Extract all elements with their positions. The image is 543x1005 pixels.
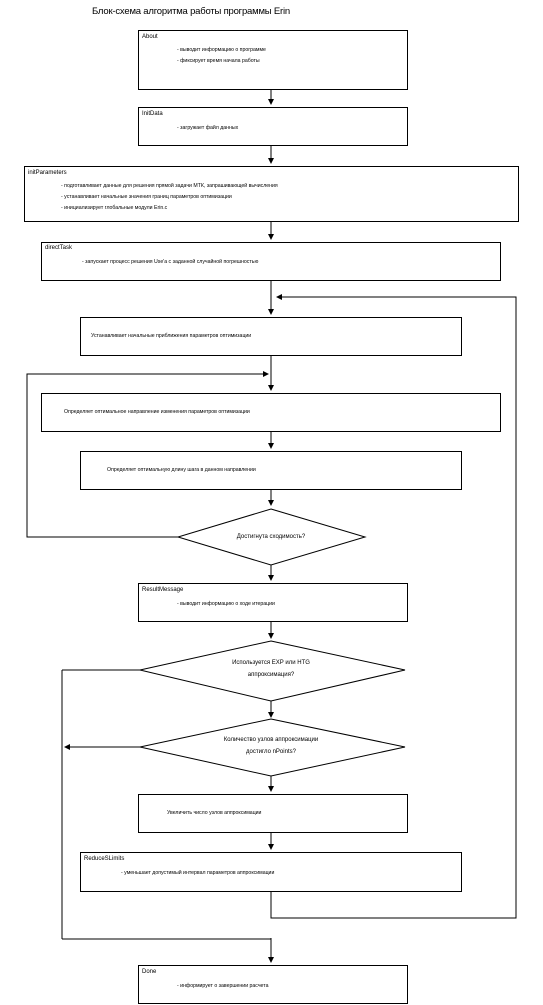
- block-reducelimits-line-1: - уменьшает допустимый интервал параметров аппроксимации: [121, 870, 275, 876]
- block-initparameters-name: initParameters: [28, 170, 67, 176]
- block-directtask-name: directTask: [45, 245, 73, 251]
- decision-converged-label: Достигнута сходимость?: [236, 534, 306, 540]
- block-set-initial-text: Устанавливает начальные приближения параметров оптимизации: [91, 333, 252, 339]
- block-reducelimits-name: ReduceSLimits: [84, 856, 125, 862]
- block-initparameters-line-2: - устанавливает начальные значения границ параметров оптимизации: [61, 194, 232, 200]
- block-reducelimits: [80, 852, 462, 892]
- block-find-step: [80, 451, 462, 490]
- block-about-line-2: - фиксирует время начала работы: [177, 58, 260, 64]
- diagram-title: Блок-схема алгоритма работы программы Erin: [92, 6, 290, 17]
- decision-use-approx-line-1: Используется EXP или HTG: [232, 660, 310, 666]
- block-about-name: About: [142, 34, 158, 40]
- block-initdata-name: InitData: [142, 111, 163, 117]
- block-resultmessage: [138, 583, 408, 622]
- block-directtask: [41, 242, 501, 281]
- block-find-step-text: Определяет оптимальную длину шага в данном направлении: [107, 467, 256, 473]
- block-initparameters: [24, 166, 519, 222]
- block-increase-nodes-text: Увеличить число узлов аппроксимации: [167, 810, 262, 816]
- block-initparameters-line-3: - инициализирует глобальные модули Erin.c: [61, 205, 168, 211]
- block-increase-nodes: [138, 794, 408, 833]
- decision-node-count-line-1: Количество узлов аппроксимации: [223, 737, 319, 743]
- decision-node-count-line-2: достигло nPoints?: [246, 749, 296, 755]
- block-about-line-1: - выводит информацию о программе: [177, 47, 266, 53]
- block-done-name: Done: [142, 969, 157, 975]
- block-set-initial: [80, 317, 462, 356]
- block-initdata: [138, 107, 408, 146]
- block-find-direction-text: Определяет оптимальное направление изменения параметров оптимизации: [64, 409, 250, 415]
- block-initparameters-line-1: - подготавливает данные для решения прямой задачи МТК, запрашивающей вычисления: [61, 183, 278, 189]
- block-done-line-1: - информирует о завершении расчета: [177, 983, 269, 989]
- block-about: [138, 30, 408, 90]
- block-done: [138, 965, 408, 1004]
- block-resultmessage-line-1: - выводит информацию о ходе итерации: [177, 601, 275, 607]
- decision-use-approx-line-2: аппроксимация?: [247, 672, 295, 678]
- block-resultmessage-name: ResultMessage: [142, 587, 184, 593]
- block-find-direction: [41, 393, 501, 432]
- block-directtask-line-1: - запускает процесс решения Use'а с заданной случайной погрешностью: [82, 259, 259, 265]
- block-initdata-line-1: - загружает файл данных: [177, 125, 239, 131]
